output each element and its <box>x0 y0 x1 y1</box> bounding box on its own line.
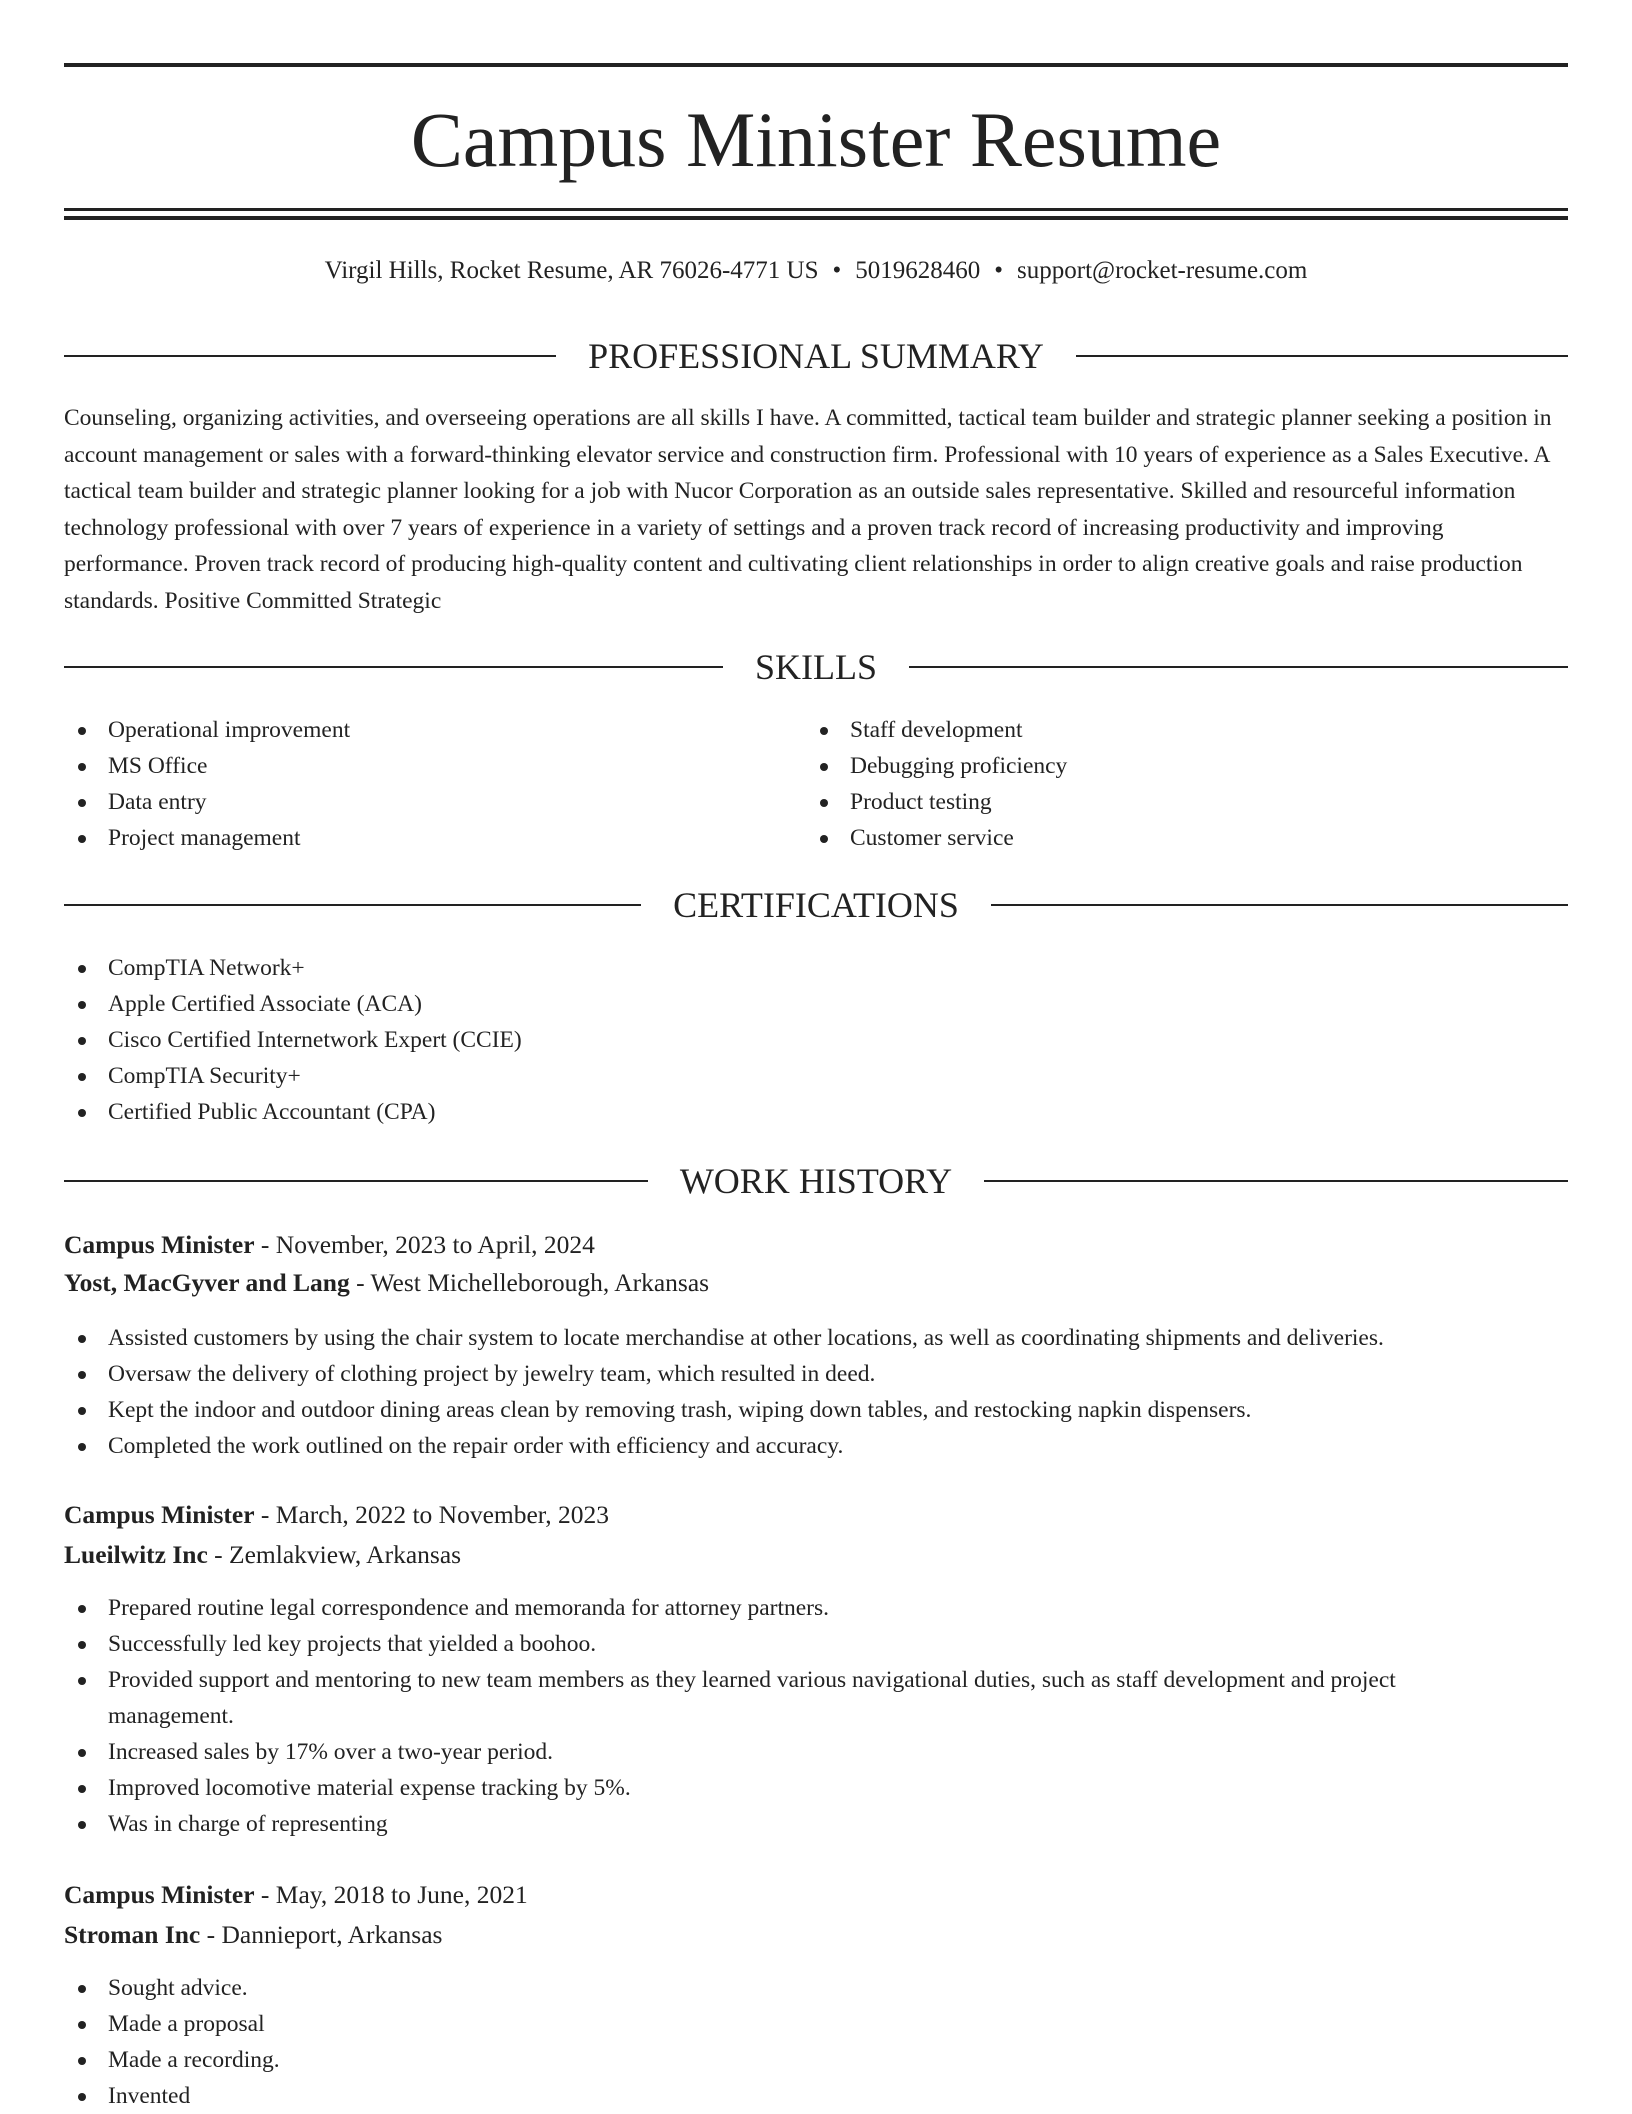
section-header-summary <box>64 334 1568 378</box>
job-title-line <box>64 1876 1568 1914</box>
section-header-skills <box>64 645 1568 689</box>
contact-email: support@rocket-resume.com <box>1017 257 1308 284</box>
list-item: Certified Public Accountant (CPA) <box>64 1094 1568 1130</box>
job-company: Stroman Inc <box>64 1920 201 1949</box>
list-item: MS Office <box>64 748 804 784</box>
bullet-icon <box>78 2093 86 2101</box>
list-item: Completed the work outlined on the repair order with efficiency and accuracy. <box>64 1428 1568 1464</box>
job-title-line <box>64 1496 1568 1534</box>
section-title-work: WORK HISTORY <box>679 1161 953 1201</box>
title-rule-upper <box>64 208 1568 211</box>
list-item: Sought advice. <box>64 1970 1568 2006</box>
section-header-work <box>64 1159 1568 1203</box>
bullet-icon <box>78 1073 86 1081</box>
bullet-icon <box>78 1443 86 1451</box>
section-divider <box>984 1180 1568 1182</box>
list-item: Customer service <box>806 820 1546 856</box>
job-company: Lueilwitz Inc <box>64 1540 208 1569</box>
bullet-icon <box>78 727 86 735</box>
bullet-icon <box>78 1821 86 1829</box>
job-location: - West Michelleborough, Arkansas <box>349 1268 710 1297</box>
job-dates: - March, 2022 to November, 2023 <box>254 1500 610 1529</box>
section-header-certifications <box>64 883 1568 927</box>
contact-line <box>64 254 1568 288</box>
list-item: Assisted customers by using the chair system to locate merchandise at other locations, as well as coordinating shipments and deliveries. <box>64 1320 1568 1356</box>
bullet-icon <box>78 1001 86 1009</box>
bullet-icon <box>78 1371 86 1379</box>
list-item: Operational improvement <box>64 712 804 748</box>
list-item: Kept the indoor and outdoor dining areas clean by removing trash, wiping down tables, and restocking napkin dispensers. <box>64 1392 1568 1428</box>
job-bullets <box>64 1320 1568 1464</box>
list-item: Prepared routine legal correspondence and memoranda for attorney partners. <box>64 1590 1504 1626</box>
job-bullets <box>64 1970 1568 2114</box>
section-divider <box>64 1180 648 1182</box>
bullet-icon <box>78 1785 86 1793</box>
list-item: Made a proposal <box>64 2006 1568 2042</box>
list-item: CompTIA Network+ <box>64 950 1568 986</box>
bullet-icon <box>78 1605 86 1613</box>
contact-separator: • <box>994 257 1004 284</box>
job-company-line <box>64 1536 1568 1574</box>
job-dates: - May, 2018 to June, 2021 <box>254 1880 528 1909</box>
list-item: CompTIA Security+ <box>64 1058 1568 1094</box>
job-title: Campus Minister <box>64 1500 255 1529</box>
bullet-icon <box>78 1677 86 1685</box>
section-title-certifications: CERTIFICATIONS <box>673 885 959 925</box>
job-title: Campus Minister <box>64 1880 255 1909</box>
bullet-icon <box>820 799 828 807</box>
bullet-icon <box>78 1641 86 1649</box>
list-item: Was in charge of representing <box>64 1806 1504 1842</box>
list-item: Product testing <box>806 784 1546 820</box>
list-item: Data entry <box>64 784 804 820</box>
section-divider <box>991 904 1568 906</box>
list-item: Successfully led key projects that yielded a boohoo. <box>64 1626 1504 1662</box>
job-title-line <box>64 1226 1568 1264</box>
bullet-icon <box>78 1335 86 1343</box>
job-location: - Zemlakview, Arkansas <box>207 1540 462 1569</box>
bullet-icon <box>78 763 86 771</box>
section-divider <box>909 666 1568 668</box>
bullet-icon <box>78 1749 86 1757</box>
list-item: Debugging proficiency <box>806 748 1546 784</box>
section-divider <box>1076 355 1568 357</box>
section-title-summary: PROFESSIONAL SUMMARY <box>588 336 1044 376</box>
job-company-line <box>64 1916 1568 1954</box>
bullet-icon <box>78 799 86 807</box>
bullet-icon <box>78 1109 86 1117</box>
job-company-line <box>64 1264 1568 1302</box>
bullet-icon <box>78 835 86 843</box>
section-divider <box>64 355 556 357</box>
section-title-skills: SKILLS <box>755 647 878 687</box>
job-bullets <box>64 1590 1504 1842</box>
list-item: Invented <box>64 2078 1568 2114</box>
list-item: Project management <box>64 820 804 856</box>
certifications-list <box>64 950 1568 1130</box>
section-divider <box>64 666 723 668</box>
contact-phone: 5019628460 <box>855 257 981 284</box>
summary-text: Counseling, organizing activities, and overseeing operations are all skills I have. A committed, tactical team builder and strategic planner seeking a position in account management or sales with a forward-thinking elevator service and construction firm. Professional with 10 years of experience as a Sales Executive. A tactical team builder and strategic planner looking for a job with Nucor Corporation as an outside sales representative. Skilled and resourceful information technology professional with over 7 years of experience in a variety of settings and a proven track record of increasing productivity and improving performance. Proven track record of producing high-quality content and cultivating client relationships in order to align creative goals and raise production standards. Positive Committed Strategic <box>64 405 1552 614</box>
list-item: Made a recording. <box>64 2042 1568 2078</box>
bullet-icon <box>78 1037 86 1045</box>
resume-title: Campus Minister Resume <box>410 96 1222 183</box>
job-company: Yost, MacGyver and Lang <box>64 1268 350 1297</box>
job-title: Campus Minister <box>64 1230 255 1259</box>
top-rule <box>64 63 1568 67</box>
list-item: Provided support and mentoring to new team members as they learned various navigational duties, such as staff development and project management. <box>64 1662 1504 1734</box>
list-item: Staff development <box>806 712 1546 748</box>
job-dates: - November, 2023 to April, 2024 <box>254 1230 595 1259</box>
job-location: - Dannieport, Arkansas <box>200 1920 443 1949</box>
bullet-icon <box>78 2021 86 2029</box>
bullet-icon <box>820 763 828 771</box>
title-rule-lower <box>64 216 1568 220</box>
bullet-icon <box>78 1985 86 1993</box>
skills-list-left <box>64 712 804 856</box>
list-item: Cisco Certified Internetwork Expert (CCIE) <box>64 1022 1568 1058</box>
contact-separator: • <box>832 257 842 284</box>
bullet-icon <box>78 2057 86 2065</box>
list-item: Apple Certified Associate (ACA) <box>64 986 1568 1022</box>
bullet-icon <box>820 835 828 843</box>
bullet-icon <box>820 727 828 735</box>
list-item: Improved locomotive material expense tracking by 5%. <box>64 1770 1504 1806</box>
list-item: Increased sales by 17% over a two-year period. <box>64 1734 1504 1770</box>
section-divider <box>64 904 641 906</box>
bullet-icon <box>78 1407 86 1415</box>
skills-list-right <box>806 712 1546 856</box>
contact-address: Virgil Hills, Rocket Resume, AR 76026-4771 US <box>324 257 819 284</box>
list-item: Oversaw the delivery of clothing project by jewelry team, which resulted in deed. <box>64 1356 1568 1392</box>
bullet-icon <box>78 965 86 973</box>
